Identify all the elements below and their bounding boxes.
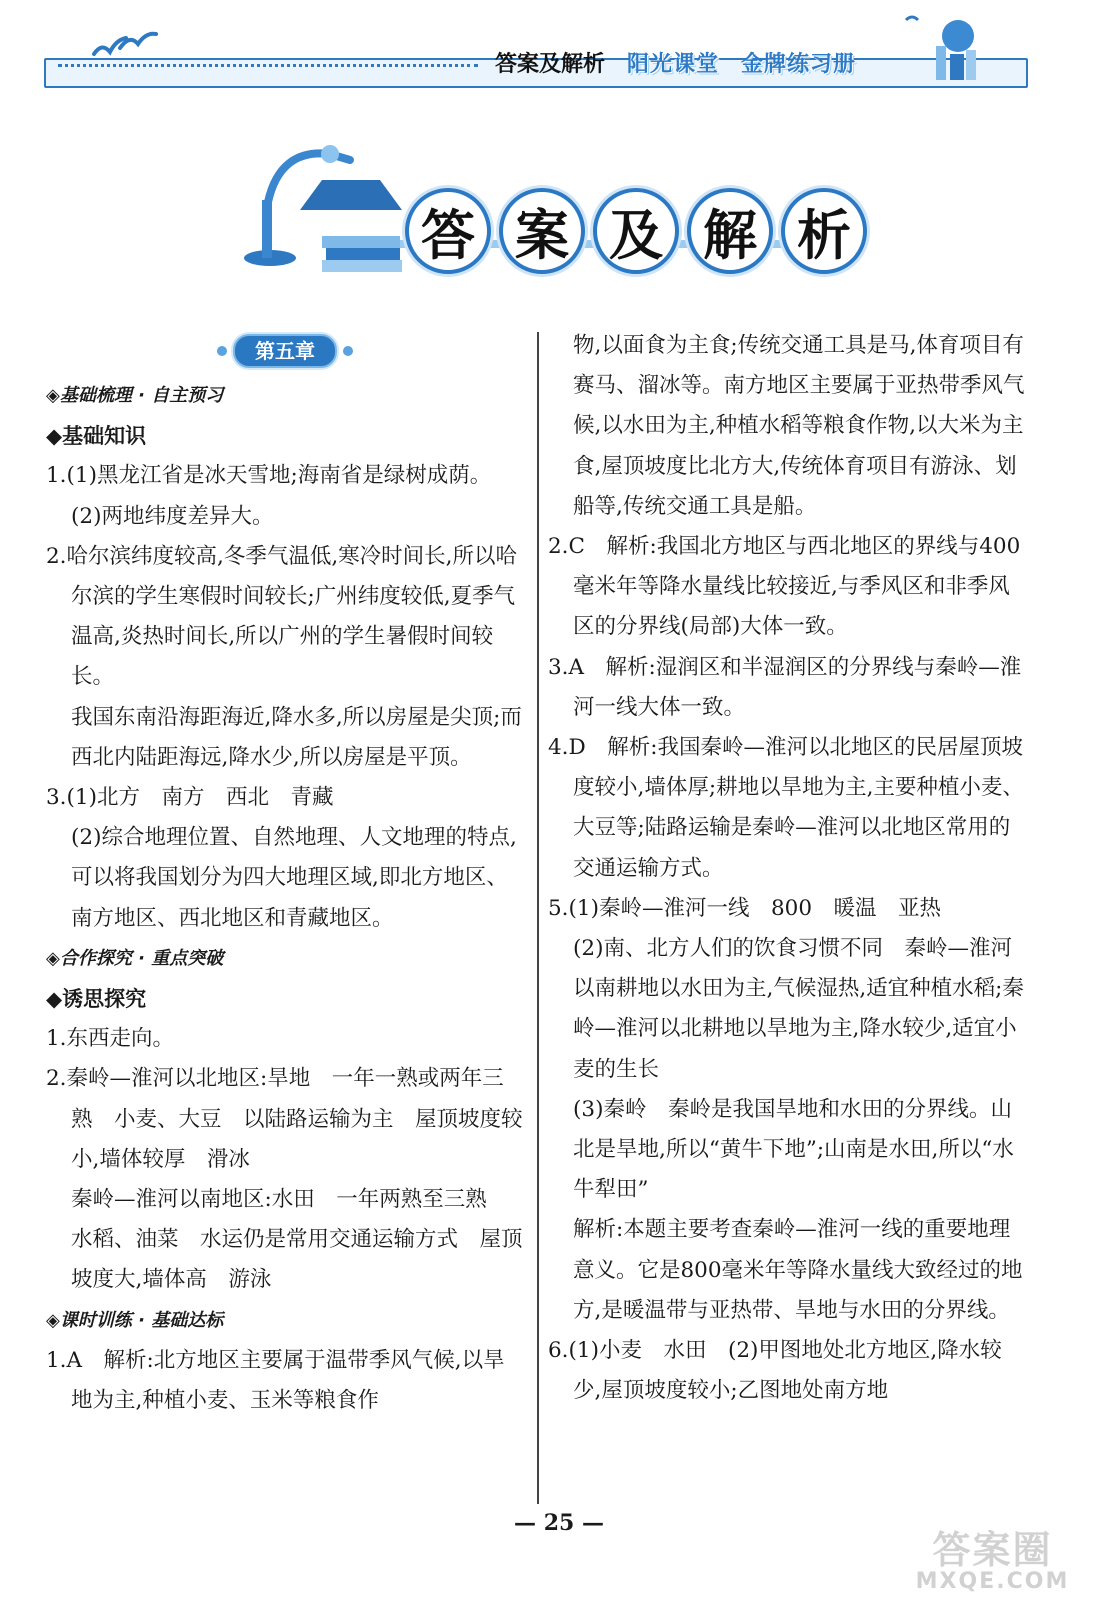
- left-column: [46, 326, 524, 1421]
- answer-item: 3.A 解析:湿润区和半湿润区的分界线与秦岭—淮河一线大体一致。: [548, 654, 1022, 720]
- banner-char: 析: [781, 188, 867, 274]
- section-heading: ◈课时训练 · 基础达标: [46, 1309, 224, 1331]
- answer-item: 1.东西走向。: [46, 1026, 175, 1052]
- banner-char: 答: [405, 188, 491, 274]
- banner-title: [405, 188, 867, 274]
- answer-continuation: 秦岭—淮河以南地区:水田 一年两熟至三熟 水稻、油菜 水运仍是常用交通运输方式 屋顶坡度大,墙体高 游泳: [71, 1187, 523, 1293]
- header-title: [495, 44, 856, 80]
- banner-char: 解: [687, 188, 773, 274]
- answer-item: 1.A 解析:北方地区主要属于温带季风气候,以旱地为主,种植小麦、玉米等粮食作: [46, 1347, 505, 1414]
- watermark-url: MXQE.COM: [915, 1569, 1070, 1594]
- bullet-dot-icon: [343, 346, 353, 356]
- section-heading: ◈合作探究 · 重点突破: [46, 947, 224, 969]
- header-dotted-line: [58, 64, 478, 67]
- answer-continuation: 物,以面食为主食;传统交通工具是马,体育项目有赛马、溜冰等。南方地区主要属于亚热带季风气候,以水田为主,种植水稻等粮食作物,以大米为主食,屋顶坡度比北方大,传统体育项目有游泳、划船等,传统交通工具是船。: [573, 333, 1025, 519]
- answer-item: 2.哈尔滨纬度较高,冬季气温低,寒冷时间长,所以哈尔滨的学生寒假时间较长;广州纬度较低,夏季气温高,炎热时间长,所以广州的学生暑假时间较长。: [46, 543, 518, 690]
- answer-item: 5.(1)秦岭—淮河一线 800 暖温 亚热: [548, 895, 942, 921]
- answer-item: 6.(1)小麦 水田 (2)甲图地处北方地区,降水较少,屋顶坡度较小;乙图地处南方地: [548, 1338, 1002, 1404]
- page-header: [0, 0, 1118, 100]
- answer-item: 4.D 解析:我国秦岭—淮河以北地区的民居屋顶坡度较小,墙体厚;耕地以旱地为主,主要种植小麦、大豆等;陆路运输是秦岭—淮河以北地区常用的交通运输方式。: [548, 735, 1024, 881]
- chapter-label: 第五章: [233, 334, 337, 368]
- answer-continuation: (2)两地纬度差异大。: [71, 503, 274, 529]
- diamond-icon: ◆: [46, 424, 63, 449]
- subsection-heading: ◆基础知识: [46, 424, 147, 449]
- answer-continuation: (3)秦岭 秦岭是我国旱地和水田的分界线。山北是旱地,所以“黄牛下地”;山南是水田,所以“水牛犁田”: [573, 1096, 1014, 1203]
- answer-item: 1.(1)黑龙江省是冰天雪地;海南省是绿树成荫。: [46, 463, 492, 489]
- answer-continuation: 我国东南沿海距海近,降水多,所以房屋是尖顶;而西北内陆距海远,降水少,所以房屋是平顶。: [71, 704, 522, 770]
- section-heading: ◈基础梳理 · 自主预习: [46, 385, 224, 406]
- right-column: [548, 326, 1026, 1411]
- bullet-dot-icon: [217, 346, 227, 356]
- header-section-label: 答案及解析: [495, 51, 606, 77]
- answer-continuation: (2)南、北方人们的饮食习惯不同 秦岭—淮河以南耕地以水田为主,气候湿热,适宜种植水稻;秦岭—淮河以北耕地以旱地为主,降水较少,适宜小麦的生长: [573, 936, 1024, 1082]
- answer-item: 3.(1)北方 南方 西北 青藏: [46, 785, 334, 811]
- header-series-name: 阳光课堂: [627, 50, 720, 77]
- banner-char: 及: [593, 188, 679, 274]
- answer-explanation: 解析:本题主要考查秦岭—淮河一线的重要地理意义。它是800毫米年等降水量线大致经过的地方,是暖温带与亚热带、旱地与水田的分界线。: [573, 1217, 1023, 1323]
- answer-continuation: (2)综合地理位置、自然地理、人文地理的特点,可以将我国划分为四大地理区域,即北方地区、南方地区、西北地区和青藏地区。: [71, 825, 517, 931]
- answer-item: 2.秦岭—淮河以北地区:旱地 一年一熟或两年三熟 小麦、大豆 以陆路运输为主 屋顶坡度较小,墙体较厚 滑冰: [46, 1066, 523, 1172]
- chapter-heading: [46, 326, 524, 376]
- column-divider: [537, 332, 539, 1504]
- diamond-bullet-icon: ◈: [46, 1309, 60, 1331]
- diamond-icon: ◆: [46, 987, 63, 1012]
- watermark-text: 答案圈: [932, 1528, 1053, 1572]
- diamond-bullet-icon: ◈: [46, 947, 60, 969]
- header-book-name: 金牌练习册: [741, 50, 857, 77]
- banner-char: 案: [499, 188, 585, 274]
- watermark-logo: [880, 1528, 1105, 1596]
- subsection-heading: ◆诱思探究: [46, 987, 147, 1012]
- diamond-bullet-icon: ◈: [46, 385, 60, 406]
- answer-item: 2.C 解析:我国北方地区与西北地区的界线与400毫米年等降水量线比较接近,与季风区和非季风区的分界线(局部)大体一致。: [548, 534, 1021, 640]
- page-number: — 25 —: [514, 1510, 604, 1536]
- telescope-decoration-icon: [900, 6, 990, 86]
